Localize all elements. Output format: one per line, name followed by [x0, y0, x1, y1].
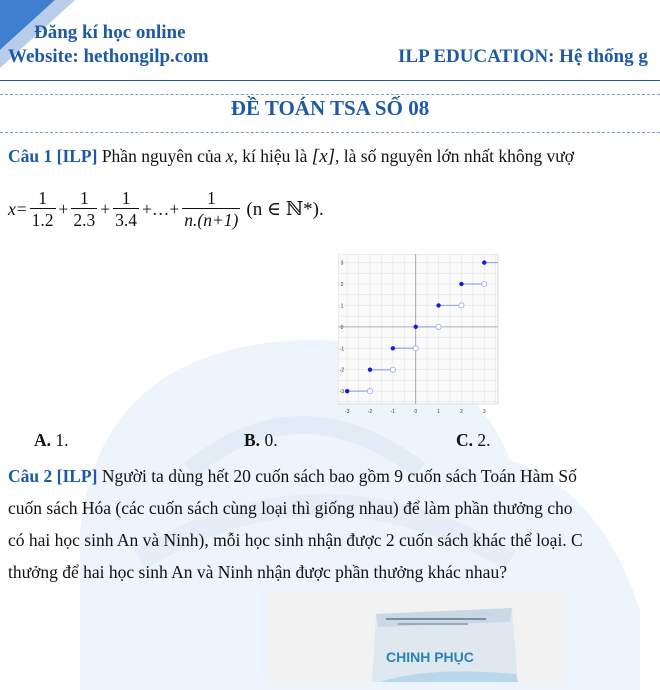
y-tick-label: 1: [340, 303, 344, 310]
exam-title: ĐỀ TOÁN TSA SỐ 08: [230, 96, 430, 120]
x-tick-label: -1: [390, 409, 396, 415]
option-b[interactable]: B. 0.: [244, 430, 278, 450]
fraction-term: $\frac{1}{1.2}$: [31, 188, 54, 230]
book-cover-title: CHINH PHỤC: [386, 649, 474, 665]
x-tick-label: -2: [367, 409, 373, 415]
formula-condition: (n ∈ ℕ*).: [246, 199, 324, 220]
step-open-point: [367, 389, 372, 394]
question-2-label: Câu 2: [8, 466, 53, 486]
question-2-line-3: có hai học sinh An và Ninh), mỗi học sinh nhận được 2 cuốn sách khác thể loại. C: [8, 530, 583, 550]
y-tick-label: -1: [339, 346, 345, 353]
question-2-line-1: Câu 2 [ILP] Người ta dùng hết 20 cuốn sách bao gồm 9 cuốn sách Toán Hàm Số: [8, 466, 577, 486]
option-c[interactable]: C. 2.: [456, 430, 491, 450]
header-brand-text: ILP EDUCATION: Hệ thống g: [398, 46, 648, 67]
question-1-text: Câu 1 [ILP] Phần nguyên của x, kí hiệu là [x], là số nguyên lớn nhất không vượ: [8, 146, 574, 167]
book-cover-image: [268, 592, 566, 682]
x-tick-label: 0: [414, 409, 418, 415]
y-tick-label: 0: [340, 324, 344, 331]
step-closed-point: [459, 282, 463, 286]
x-tick-label: -3: [344, 409, 350, 415]
y-tick-label: 3: [340, 260, 344, 267]
question-1-label: Câu 1: [8, 146, 53, 166]
floor-function-graph: [338, 254, 508, 416]
header-divider: [0, 80, 660, 81]
step-closed-point: [414, 325, 418, 329]
y-tick-label: -2: [339, 367, 345, 374]
step-open-point: [390, 367, 395, 372]
header-register-text: Đăng kí học online: [34, 22, 186, 43]
step-closed-point: [436, 303, 440, 307]
step-open-point: [413, 346, 418, 351]
fraction-term: $\frac{1}{2.3}$: [73, 188, 96, 230]
step-open-point: [482, 281, 487, 286]
x-tick-label: 1: [437, 409, 440, 415]
header-website-text: Website: hethongilp.com: [8, 46, 209, 67]
fraction-term: $\frac{1}{3.4}$: [115, 188, 138, 230]
step-closed-point: [368, 368, 372, 372]
step-closed-point: [391, 346, 395, 350]
step-closed-point: [482, 260, 486, 264]
question-2-line-4: thưởng để hai học sinh An và Ninh nhận được phần thưởng khác nhau?: [8, 562, 507, 582]
step-closed-point: [345, 389, 349, 393]
question-1-tag: [ILP]: [56, 146, 98, 166]
y-tick-label: -3: [339, 389, 345, 396]
step-open-point: [459, 303, 464, 308]
option-a[interactable]: A. 1.: [34, 430, 69, 450]
question-2-tag: [ILP]: [56, 466, 98, 486]
title-bottom-divider: [0, 132, 660, 133]
question-2-line-2: cuốn sách Hóa (các cuốn sách cùng loại thì giống nhau) để làm phần thưởng cho: [8, 498, 573, 518]
question-1-formula: x = $\frac{1}{1.2}$ + $\frac{1}{2.3}$ + $\frac{1}{3.4}$ +…+ $\frac{1}{n.(n+1)}$ (n ∈ ℕ*).: [8, 188, 324, 230]
plot-area: [338, 254, 498, 404]
x-tick-label: 3: [482, 409, 486, 415]
y-tick-label: 2: [340, 282, 344, 288]
fraction-term-last: $\frac{1}{n.(n+1)}$: [184, 188, 239, 230]
x-tick-label: 2: [460, 409, 463, 415]
step-open-point: [436, 324, 441, 329]
title-top-divider: [0, 94, 660, 95]
